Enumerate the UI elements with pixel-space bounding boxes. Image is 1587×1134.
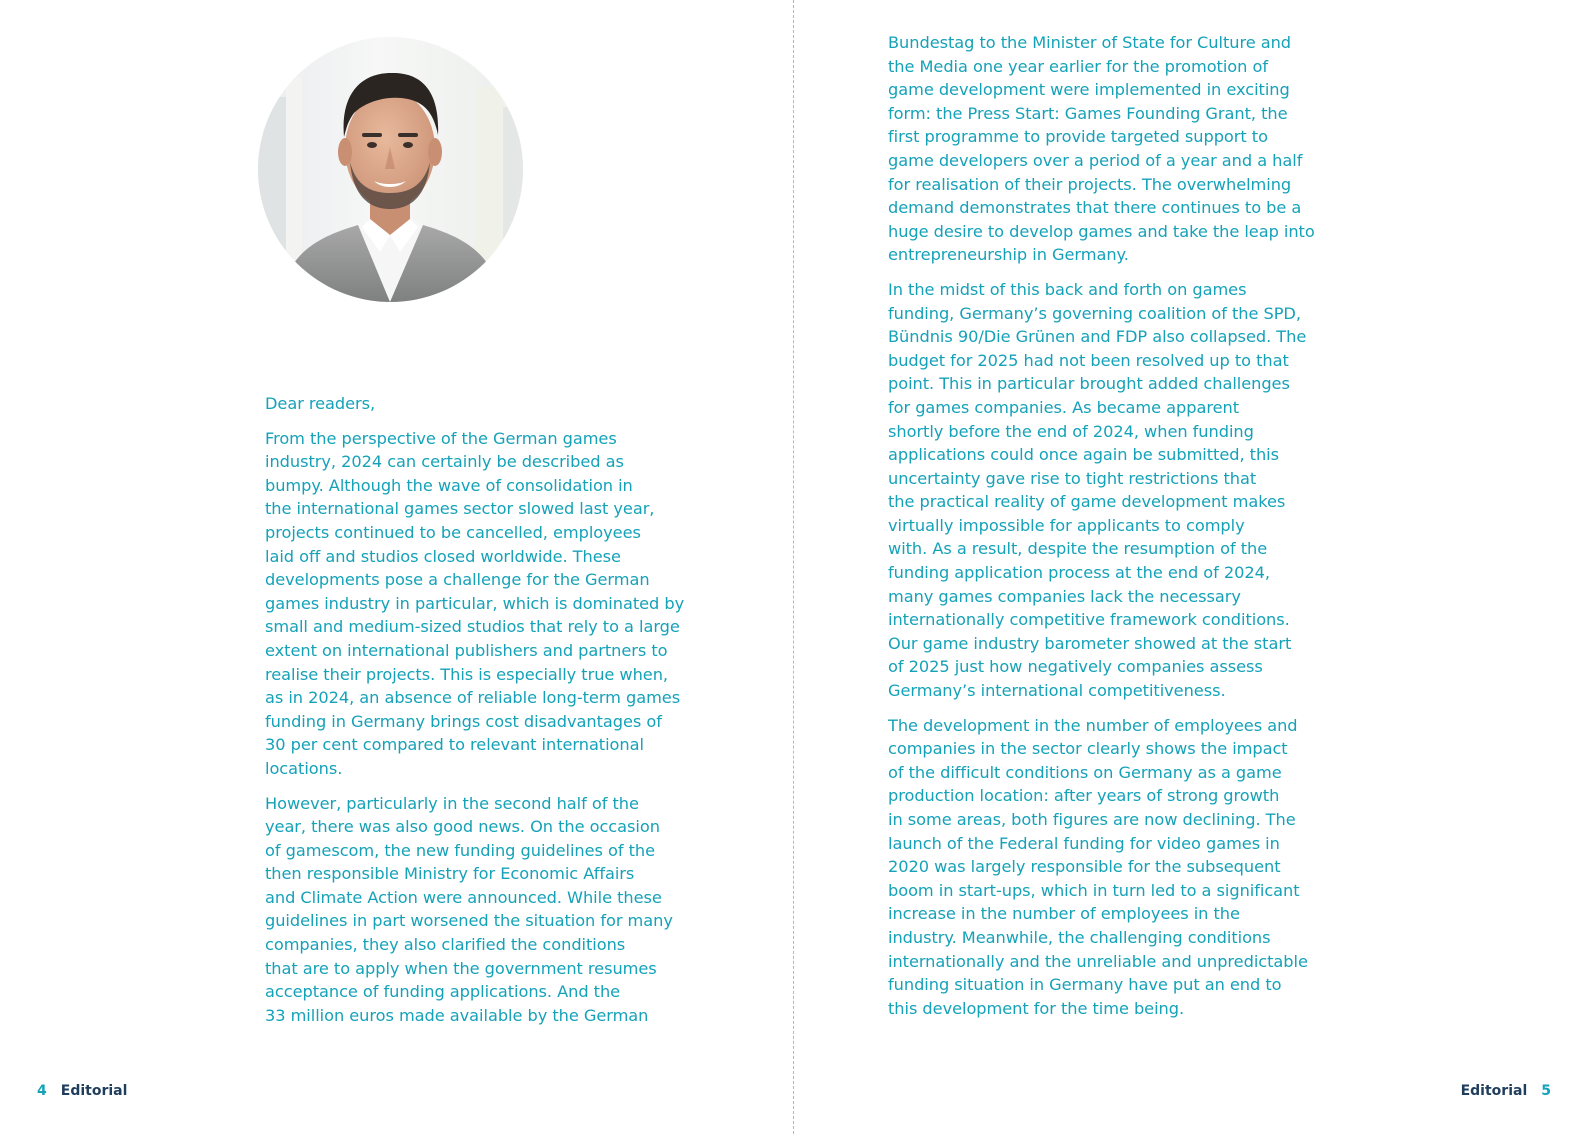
text-line: internationally competitive framework conditions. xyxy=(888,610,1290,630)
text-line: acceptance of funding applications. And the xyxy=(265,982,621,1002)
paragraph xyxy=(265,792,684,1028)
text-line: first programme to provide targeted support to xyxy=(888,127,1268,147)
text-line: in some areas, both figures are now declining. The xyxy=(888,810,1296,829)
text-line: funding situation in Germany have put an end to xyxy=(888,975,1282,995)
text-line: funding, Germany’s governing coalition of the SPD, xyxy=(888,303,1301,323)
page-number: 5 xyxy=(1541,1083,1551,1099)
right-column-text xyxy=(888,31,1315,1031)
text-line: guidelines in part worsened the situation for many xyxy=(265,911,673,931)
text-line: huge desire to develop games and take the leap into xyxy=(888,221,1315,241)
text-line: game developers over a period of a year and a half xyxy=(888,150,1303,170)
text-line: locations. xyxy=(265,758,343,778)
text-line: this development for the time being. xyxy=(888,998,1185,1018)
text-line: 33 million euros made available by the German xyxy=(265,1005,649,1025)
paragraph xyxy=(888,278,1315,703)
text-line: Bündnis 90/Die Grünen and FDP also collapsed. The xyxy=(888,327,1307,347)
paragraph xyxy=(888,31,1315,267)
text-line: bumpy. Although the wave of consolidation in xyxy=(265,475,633,495)
text-line: shortly before the end of 2024, when funding xyxy=(888,421,1254,441)
text-line: industry, 2024 can certainly be described as xyxy=(265,452,624,472)
portrait-photo xyxy=(258,37,523,302)
text-line: funding in Germany brings cost disadvantages of xyxy=(265,711,662,731)
text-line: 2020 was largely responsible for the subsequent xyxy=(888,857,1281,877)
text-line: year, there was also good news. On the occasion xyxy=(265,817,660,837)
text-line: many games companies lack the necessary xyxy=(888,586,1241,606)
text-line: From the perspective of the German games xyxy=(265,428,617,448)
folio-right xyxy=(1461,1083,1551,1099)
text-line: small and medium-sized studios that rely to a large xyxy=(265,617,680,637)
page-number: 4 xyxy=(37,1083,47,1099)
text-line: of gamescom, the new funding guidelines of the xyxy=(265,840,656,860)
section-label: Editorial xyxy=(60,1083,128,1099)
text-line: for games companies. As became apparent xyxy=(888,397,1239,417)
left-column-text xyxy=(265,392,684,1038)
text-line: laid off and studios closed worldwide. These xyxy=(265,546,621,566)
text-line: of the difficult conditions on Germany as a game xyxy=(888,762,1282,782)
text-line: with. As a result, despite the resumption of the xyxy=(888,539,1268,559)
text-line: Bundestag to the Minister of State for Culture and xyxy=(888,33,1292,52)
text-line: of 2025 just how negatively companies assess xyxy=(888,657,1263,677)
text-line: companies, they also clarified the conditions xyxy=(265,935,626,955)
text-line: entrepreneurship in Germany. xyxy=(888,245,1129,265)
text-line: In the midst of this back and forth on games xyxy=(888,279,1247,299)
text-line: applications could once again be submitted, this xyxy=(888,445,1280,465)
paragraph xyxy=(265,427,684,781)
text-line: demand demonstrates that there continues to be a xyxy=(888,198,1302,218)
text-line: Germany’s international competitiveness. xyxy=(888,681,1226,701)
text-line: funding application process at the end of 2024, xyxy=(888,563,1270,583)
text-line: projects continued to be cancelled, employees xyxy=(265,522,641,542)
folio-left xyxy=(37,1083,127,1099)
text-line: extent on international publishers and partners to xyxy=(265,640,668,660)
text-line: as in 2024, an absence of reliable long-term games xyxy=(265,688,681,708)
text-line: budget for 2025 had not been resolved up to that xyxy=(888,350,1289,370)
text-line: developments pose a challenge for the German xyxy=(265,570,650,590)
page-spine-divider xyxy=(793,0,794,1134)
text-line: the practical reality of game development makes xyxy=(888,492,1286,512)
text-line: However, particularly in the second half of the xyxy=(265,793,639,813)
text-line: uncertainty gave rise to tight restrictions that xyxy=(888,468,1257,488)
text-line: point. This in particular brought added challenges xyxy=(888,374,1290,394)
text-line: form: the Press Start: Games Founding Grant, the xyxy=(888,103,1288,123)
text-line: games industry in particular, which is dominated by xyxy=(265,593,685,613)
text-line: launch of the Federal funding for video games in xyxy=(888,833,1280,853)
text-line: industry. Meanwhile, the challenging conditions xyxy=(888,927,1271,947)
text-line: 30 per cent compared to relevant international xyxy=(265,735,644,755)
text-line: virtually impossible for applicants to comply xyxy=(888,515,1245,535)
paragraph xyxy=(888,714,1315,1021)
text-line: that are to apply when the government resumes xyxy=(265,958,657,978)
text-line: internationally and the unreliable and unpredictable xyxy=(888,951,1308,971)
text-line: realise their projects. This is especially true when, xyxy=(265,664,669,684)
text-line: then responsible Ministry for Economic Affairs xyxy=(265,864,635,884)
text-line: increase in the number of employees in the xyxy=(888,904,1240,924)
text-line: companies in the sector clearly shows the impact xyxy=(888,739,1288,759)
text-line: and Climate Action were announced. While these xyxy=(265,887,662,907)
text-line: the international games sector slowed last year, xyxy=(265,499,655,519)
greeting xyxy=(265,392,684,416)
text-line: boom in start-ups, which in turn led to a significant xyxy=(888,880,1300,900)
text-line: for realisation of their projects. The overwhelming xyxy=(888,174,1292,194)
section-label: Editorial xyxy=(1460,1083,1528,1099)
text-line: game development were implemented in exciting xyxy=(888,80,1290,100)
text-line: Our game industry barometer showed at the start xyxy=(888,633,1292,653)
text-line: The development in the number of employees and xyxy=(888,715,1298,735)
text-line: the Media one year earlier for the promotion of xyxy=(888,56,1268,76)
text-line: production location: after years of strong growth xyxy=(888,786,1280,806)
text-line: Dear readers, xyxy=(265,394,376,413)
